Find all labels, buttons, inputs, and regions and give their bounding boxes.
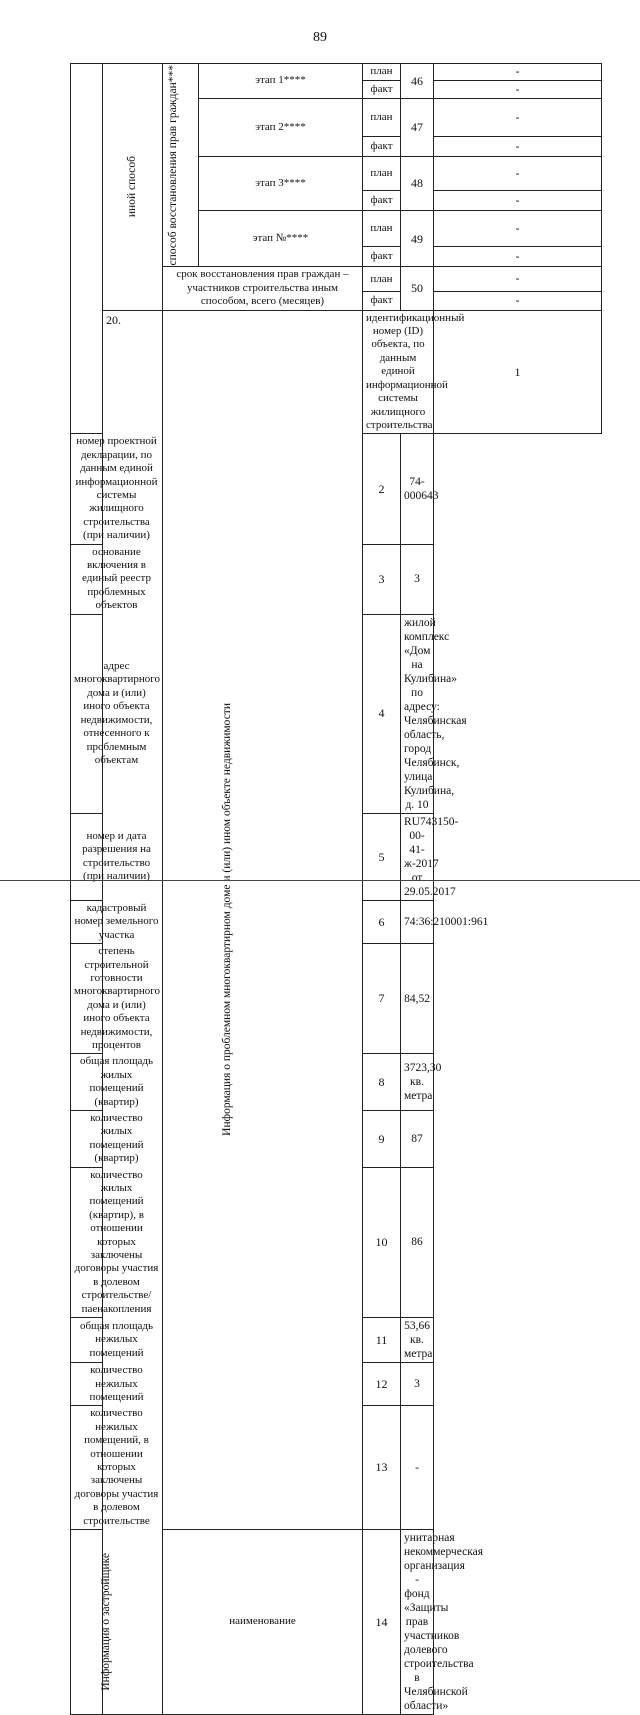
field-label: номер и дата разрешения на строительство (при наличии) <box>71 813 163 900</box>
row-number: 47 <box>401 99 434 157</box>
field-label: количество нежилых помещений, в отношении которых заключены договоры участия в долевом строительстве <box>71 1406 163 1530</box>
row-number: 7 <box>363 944 401 1054</box>
row-number: 3 <box>363 544 401 614</box>
total-plan-value: - <box>434 267 602 292</box>
row-number: 11 <box>363 1318 401 1363</box>
stage-plan-value: - <box>434 157 602 191</box>
field-label: кадастровый номер земельного участка <box>71 900 163 943</box>
item-number: 20. <box>103 310 163 1715</box>
row-number: 14 <box>363 1530 401 1715</box>
fact-label: факт <box>363 81 401 99</box>
stage-plan-value: - <box>434 64 602 81</box>
row-number: 50 <box>401 267 434 310</box>
stage-label: этап №**** <box>199 211 363 267</box>
field-label: наименование <box>163 1530 363 1715</box>
stage-plan-value: - <box>434 211 602 247</box>
bottom-rule <box>0 880 640 881</box>
row-number: 8 <box>363 1054 401 1111</box>
row-number: 12 <box>363 1363 401 1406</box>
developer-section-label: Информация о застройщике <box>99 1553 112 1691</box>
field-label: идентификационный номер (ID) объекта, по данным единой информационной системы жилищного строительства <box>363 310 434 434</box>
row-number: 13 <box>363 1406 401 1530</box>
stage-fact-value: - <box>434 137 602 157</box>
row-number: 4 <box>363 614 401 813</box>
stage-label: этап 1**** <box>199 64 363 99</box>
row-number: 48 <box>401 157 434 211</box>
row-number: 1 <box>434 310 602 434</box>
stage-fact-value: - <box>434 191 602 211</box>
fact-label: факт <box>363 137 401 157</box>
restoration-subcategory-label: способ восстановления прав граждан*** <box>167 65 179 266</box>
restoration-subcategory <box>163 64 199 267</box>
field-value: 3 <box>401 1363 434 1406</box>
field-label: основание включения в единый реестр проблемных объектов <box>71 544 163 614</box>
field-value: 53,66 кв. метра <box>401 1318 434 1363</box>
plan-label: план <box>363 99 401 137</box>
field-value: 87 <box>401 1111 434 1168</box>
stage-label: этап 2**** <box>199 99 363 157</box>
field-label: количество жилых помещений (квартир), в отношении которых заключены договоры участия в долевом строительстве/паенакопления <box>71 1167 163 1317</box>
field-label: количество жилых помещений (квартир) <box>71 1111 163 1168</box>
row-number: 6 <box>363 900 401 943</box>
page-number: 89 <box>313 30 327 45</box>
fact-label: факт <box>363 191 401 211</box>
row-number: 10 <box>363 1167 401 1317</box>
stage-fact-value: - <box>434 81 602 99</box>
field-value: 86 <box>401 1167 434 1317</box>
field-value: 74-000643 <box>401 434 434 544</box>
plan-label: план <box>363 211 401 247</box>
restoration-category-label: иной способ <box>126 156 139 218</box>
field-label: степень строительной готовности многоквартирного дома и (или) иного объекта недвижимости, процентов <box>71 944 163 1054</box>
row-number: 9 <box>363 1111 401 1168</box>
stage-fact-value: - <box>434 247 602 267</box>
field-label: количество нежилых помещений <box>71 1363 163 1406</box>
fact-label: факт <box>363 247 401 267</box>
plan-label: план <box>363 157 401 191</box>
field-label: адрес многоквартирного дома и (или) иного объекта недвижимости, отнесенного к проблемным объектам <box>71 614 163 813</box>
fact-label: факт <box>363 292 401 311</box>
object-section-label: Информация о проблемном многоквартирном доме и (или) ином объекте недвижимости <box>220 703 233 1137</box>
field-value: 84,52 <box>401 944 434 1054</box>
field-label: общая площадь жилых помещений (квартир) <box>71 1054 163 1111</box>
stage-plan-value: - <box>434 99 602 137</box>
registry-table <box>70 63 602 1715</box>
stage-label: этап 3**** <box>199 157 363 211</box>
row-number: 49 <box>401 211 434 267</box>
field-label: общая площадь нежилых помещений <box>71 1318 163 1363</box>
restoration-total-label: срок восстановления прав граждан – участников строительства иным способом, всего (месяцев) <box>163 267 363 310</box>
row-number: 2 <box>363 434 401 544</box>
total-fact-value: - <box>434 292 602 311</box>
object-section <box>163 310 363 1529</box>
empty-cell <box>71 64 103 434</box>
row-number: 46 <box>401 64 434 99</box>
restoration-category <box>103 64 163 311</box>
field-value: унитарная некоммерческая организация - фонд «Защиты прав участников долевого строительства в Челябинской области» <box>401 1530 434 1715</box>
field-value: 3 <box>401 544 434 614</box>
field-label: номер проектной декларации, по данным единой информационной системы жилищного строительства (при наличии) <box>71 434 163 544</box>
field-value: 74:36:210001:961 <box>401 900 434 943</box>
plan-label: план <box>363 64 401 81</box>
plan-label: план <box>363 267 401 292</box>
field-value: RU743150-00-41-ж-2017 от 29.05.2017 <box>401 813 434 900</box>
developer-section <box>71 1530 163 1715</box>
row-number: 5 <box>363 813 401 900</box>
field-value: 3723,30 кв. метра <box>401 1054 434 1111</box>
field-value: - <box>401 1406 434 1530</box>
field-value: жилой комплекс «Дом на Кулибина» по адресу: Челябинская область, город Челябинск, улица Кулибина, д. 10 <box>401 614 434 813</box>
